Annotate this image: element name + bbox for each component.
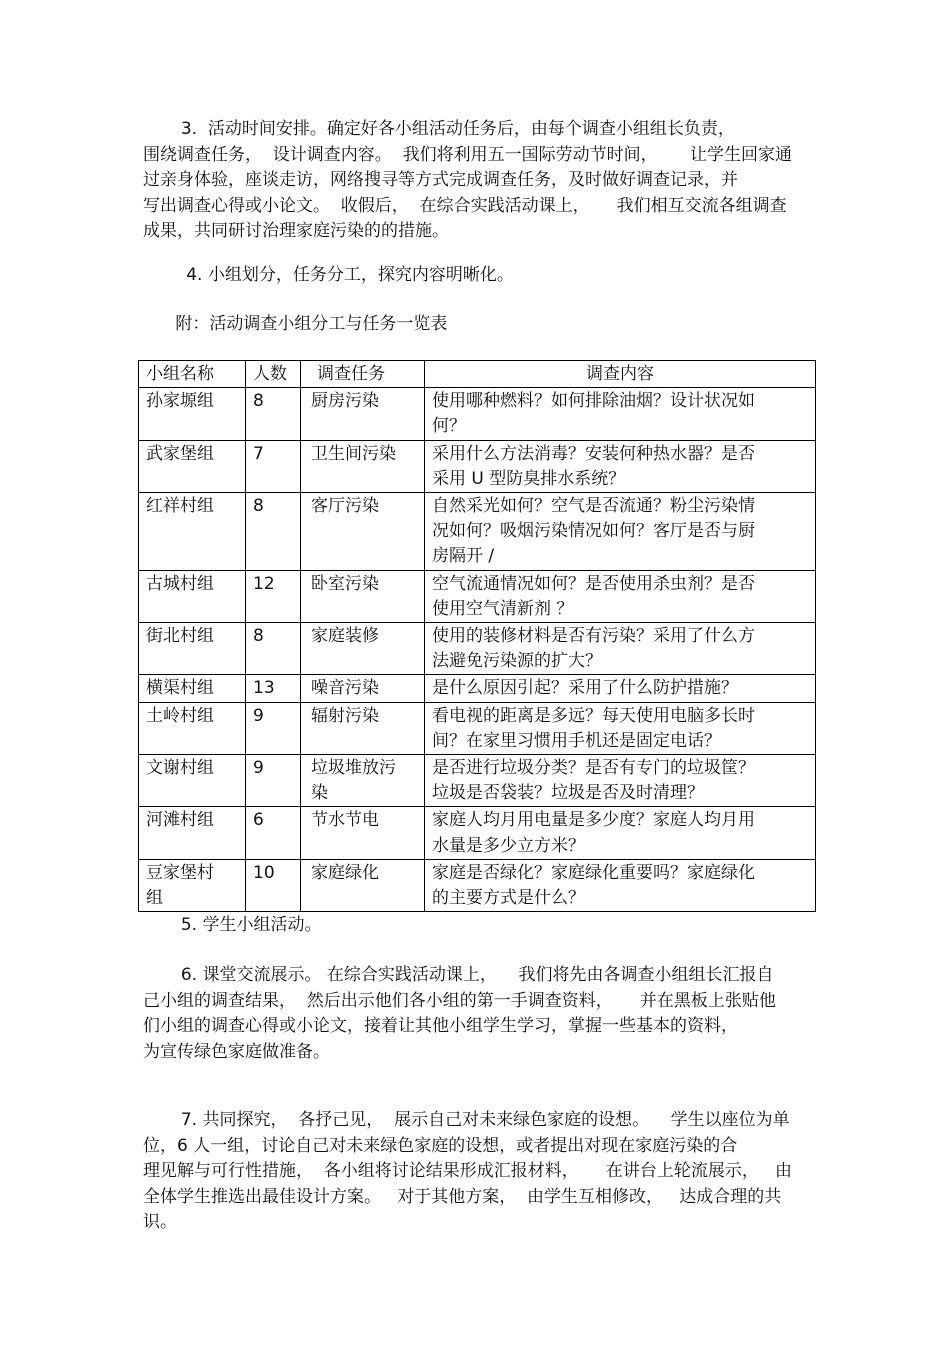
cell-count — [246, 702, 301, 754]
cell-count — [246, 570, 301, 622]
cell-text-line: 家庭人均月用电量是多少度？家庭人均月用 — [432, 810, 755, 831]
cell-content — [425, 623, 816, 675]
cell-text-line: 文谢村组 — [146, 758, 214, 779]
text-line: 位，6 人一组，讨论自己对未来绿色家庭的设想，或者提出对现在家庭污染的合 — [143, 1135, 738, 1156]
text-line: 6. 课堂交流展示。 在综合实践活动课上， 我们将先由各调查小组组长汇报自 — [143, 965, 774, 985]
cell-task — [301, 675, 425, 702]
paragraph-activity-schedule — [143, 117, 808, 245]
survey-task-table — [138, 360, 816, 912]
cell-text-line: 使用的装修材料是否有污染？采用了什么方 — [432, 626, 755, 647]
cell-group-name — [139, 702, 246, 754]
cell-text-line: 家庭装修 — [311, 626, 379, 647]
table-row — [139, 807, 816, 859]
cell-task — [301, 807, 425, 859]
cell-count — [246, 623, 301, 675]
cell-text-line: 武家堡组 — [146, 443, 214, 464]
cell-text-line: 豆家堡村 — [146, 862, 214, 883]
cell-count — [246, 675, 301, 702]
cell-text-line: 古城村组 — [146, 573, 214, 594]
cell-text-line: 辐射污染 — [311, 705, 379, 726]
cell-task — [301, 493, 425, 571]
cell-text-line: 6 — [253, 810, 264, 831]
paragraph-group-division — [143, 263, 808, 289]
cell-text-line: 9 — [253, 705, 264, 726]
cell-count — [246, 388, 301, 440]
cell-text-line: 采用 U 型防臭排水系统？ — [432, 468, 626, 489]
text-line: 成果，共同研讨治理家庭污染的的措施。 — [143, 221, 449, 242]
cell-count — [246, 755, 301, 807]
cell-text-line: 采用什么方法消毒？安装何种热水器？是否 — [432, 443, 755, 464]
cell-text-line: 9 — [253, 758, 264, 779]
cell-text-line: 何？ — [432, 416, 466, 437]
table-row — [139, 493, 816, 571]
cell-task — [301, 623, 425, 675]
text-line: 写出调查心得或小论文。 收假后， 在综合实践活动课上， 我们相互交流各组调查 — [143, 195, 787, 216]
text-line: 过亲身体验，座谈走访，网络搜寻等方式完成调查任务，及时做好调查记录，并 — [143, 170, 738, 191]
cell-text-line: 间？在家里习惯用手机还是固定电话？ — [432, 730, 721, 751]
cell-text-line: 看电视的距离是多远？每天使用电脑多长时 — [432, 705, 755, 726]
table-header-row — [139, 361, 816, 388]
cell-content — [425, 702, 816, 754]
header-content: 调查内容 — [425, 361, 816, 388]
cell-text-line: 家庭绿化 — [311, 862, 379, 883]
table-row — [139, 859, 816, 911]
cell-content — [425, 493, 816, 571]
cell-text-line: 横渠村组 — [146, 678, 214, 699]
cell-count — [246, 807, 301, 859]
cell-task — [301, 859, 425, 911]
cell-text-line: 使用空气清新剂 ？ — [432, 598, 574, 619]
cell-text-line: 垃圾堆放污 — [311, 758, 396, 779]
cell-text-line: 法避免污染源的扩大？ — [432, 651, 602, 672]
cell-text-line: 水量是多少立方米？ — [432, 835, 585, 856]
cell-text-line: 街北村组 — [146, 626, 214, 647]
paragraph-student-activity — [143, 913, 808, 939]
cell-text-line: 空气流通情况如何？是否使用杀虫剂？是否 — [432, 573, 755, 594]
text-line: 识。 — [143, 1212, 177, 1233]
text-line: 5. 学生小组活动。 — [143, 915, 322, 935]
cell-text-line: 客厅污染 — [311, 496, 379, 517]
cell-group-name — [139, 623, 246, 675]
cell-content — [425, 675, 816, 702]
cell-text-line: 使用哪种燃料？如何排除油烟？设计状况如 — [432, 391, 755, 412]
text-line: 4. 小组划分，任务分工，探究内容明晰化。 — [143, 265, 514, 285]
text-line: 3. 活动时间安排。确定好各小组活动任务后，由每个调查小组组长负责， — [143, 119, 735, 139]
cell-group-name — [139, 493, 246, 571]
cell-text-line: 家庭是否绿化？家庭绿化重要吗？家庭绿化 — [432, 862, 755, 883]
header-task: 调查任务 — [301, 361, 425, 388]
cell-group-name — [139, 440, 246, 492]
cell-task — [301, 570, 425, 622]
cell-text-line: 厨房污染 — [311, 391, 379, 412]
cell-content — [425, 859, 816, 911]
cell-task — [301, 388, 425, 440]
cell-text-line: 河滩村组 — [146, 810, 214, 831]
table-body — [139, 388, 816, 912]
cell-text-line: 是否进行垃圾分类？是否有专门的垃圾筐？ — [432, 758, 755, 779]
cell-text-line: 节水节电 — [311, 810, 379, 831]
cell-text-line: 噪音污染 — [311, 678, 379, 699]
cell-content — [425, 440, 816, 492]
cell-content — [425, 755, 816, 807]
table-row — [139, 623, 816, 675]
cell-text-line: 10 — [253, 862, 275, 883]
header-group-name: 小组名称 — [139, 361, 246, 388]
cell-text-line: 卫生间污染 — [311, 443, 396, 464]
cell-text-line: 孙家塬组 — [146, 391, 214, 412]
cell-text-line: 8 — [253, 496, 264, 517]
cell-content — [425, 807, 816, 859]
header-count: 人数 — [246, 361, 301, 388]
paragraph-joint-exploration — [143, 1108, 808, 1236]
cell-text-line: 土岭村组 — [146, 705, 214, 726]
text-line: 围绕调查任务， 设计调查内容。 我们将利用五一国际劳动节时间， 让学生回家通 — [143, 144, 793, 165]
cell-text-line: 卧室污染 — [311, 573, 379, 594]
cell-text-line: 染 — [311, 783, 328, 804]
cell-text-line: 房隔开 / — [432, 546, 495, 567]
cell-text-line: 7 — [253, 443, 264, 464]
caption-text: 附：活动调查小组分工与任务一览表 — [143, 314, 448, 334]
text-line: 为宣传绿色家庭做准备。 — [143, 1041, 330, 1062]
text-line: 己小组的调查结果， 然后出示他们各小组的第一手调查资料， 并在黑板上张贴他 — [143, 990, 776, 1011]
table-row — [139, 570, 816, 622]
cell-text-line: 组 — [146, 888, 163, 909]
table-row — [139, 675, 816, 702]
table-row — [139, 702, 816, 754]
table-row — [139, 388, 816, 440]
cell-task — [301, 702, 425, 754]
cell-count — [246, 859, 301, 911]
cell-text-line: 8 — [253, 391, 264, 412]
cell-task — [301, 755, 425, 807]
cell-text-line: 的主要方式是什么？ — [432, 888, 585, 909]
cell-group-name — [139, 675, 246, 702]
text-line: 全体学生推选出最佳设计方案。 对于其他方案， 由学生互相修改， 达成合理的共 — [143, 1186, 782, 1207]
paragraph-class-exchange — [143, 963, 808, 1065]
cell-group-name — [139, 388, 246, 440]
cell-task — [301, 440, 425, 492]
cell-group-name — [139, 807, 246, 859]
cell-text-line: 自然采光如何？空气是否流通？粉尘污染情 — [432, 496, 755, 517]
cell-text-line: 13 — [253, 678, 275, 699]
cell-group-name — [139, 755, 246, 807]
cell-text-line: 是什么原因引起？采用了什么防护措施？ — [432, 678, 738, 699]
text-line: 们小组的调查心得或小论文，接着让其他小组学生学习，掌握一些基本的资料， — [143, 1016, 738, 1037]
cell-group-name — [139, 859, 246, 911]
text-line: 理见解与可行性措施， 各小组将讨论结果形成汇报材料， 在讲台上轮流展示， 由 — [143, 1161, 793, 1182]
cell-text-line: 垃圾是否袋装？垃圾是否及时清理？ — [432, 783, 704, 804]
table-row — [139, 755, 816, 807]
cell-count — [246, 440, 301, 492]
cell-text-line: 8 — [253, 626, 264, 647]
cell-text-line: 红祥村组 — [146, 496, 214, 517]
cell-count — [246, 493, 301, 571]
cell-text-line: 12 — [253, 573, 275, 594]
table-caption — [143, 312, 808, 338]
cell-text-line: 况如何？吸烟污染情况如何？客厅是否与厨 — [432, 521, 755, 542]
cell-content — [425, 388, 816, 440]
table-row — [139, 440, 816, 492]
cell-group-name — [139, 570, 246, 622]
text-line: 7. 共同探究， 各抒己见， 展示自己对未来绿色家庭的设想。 学生以座位为单 — [143, 1110, 790, 1130]
cell-content — [425, 570, 816, 622]
